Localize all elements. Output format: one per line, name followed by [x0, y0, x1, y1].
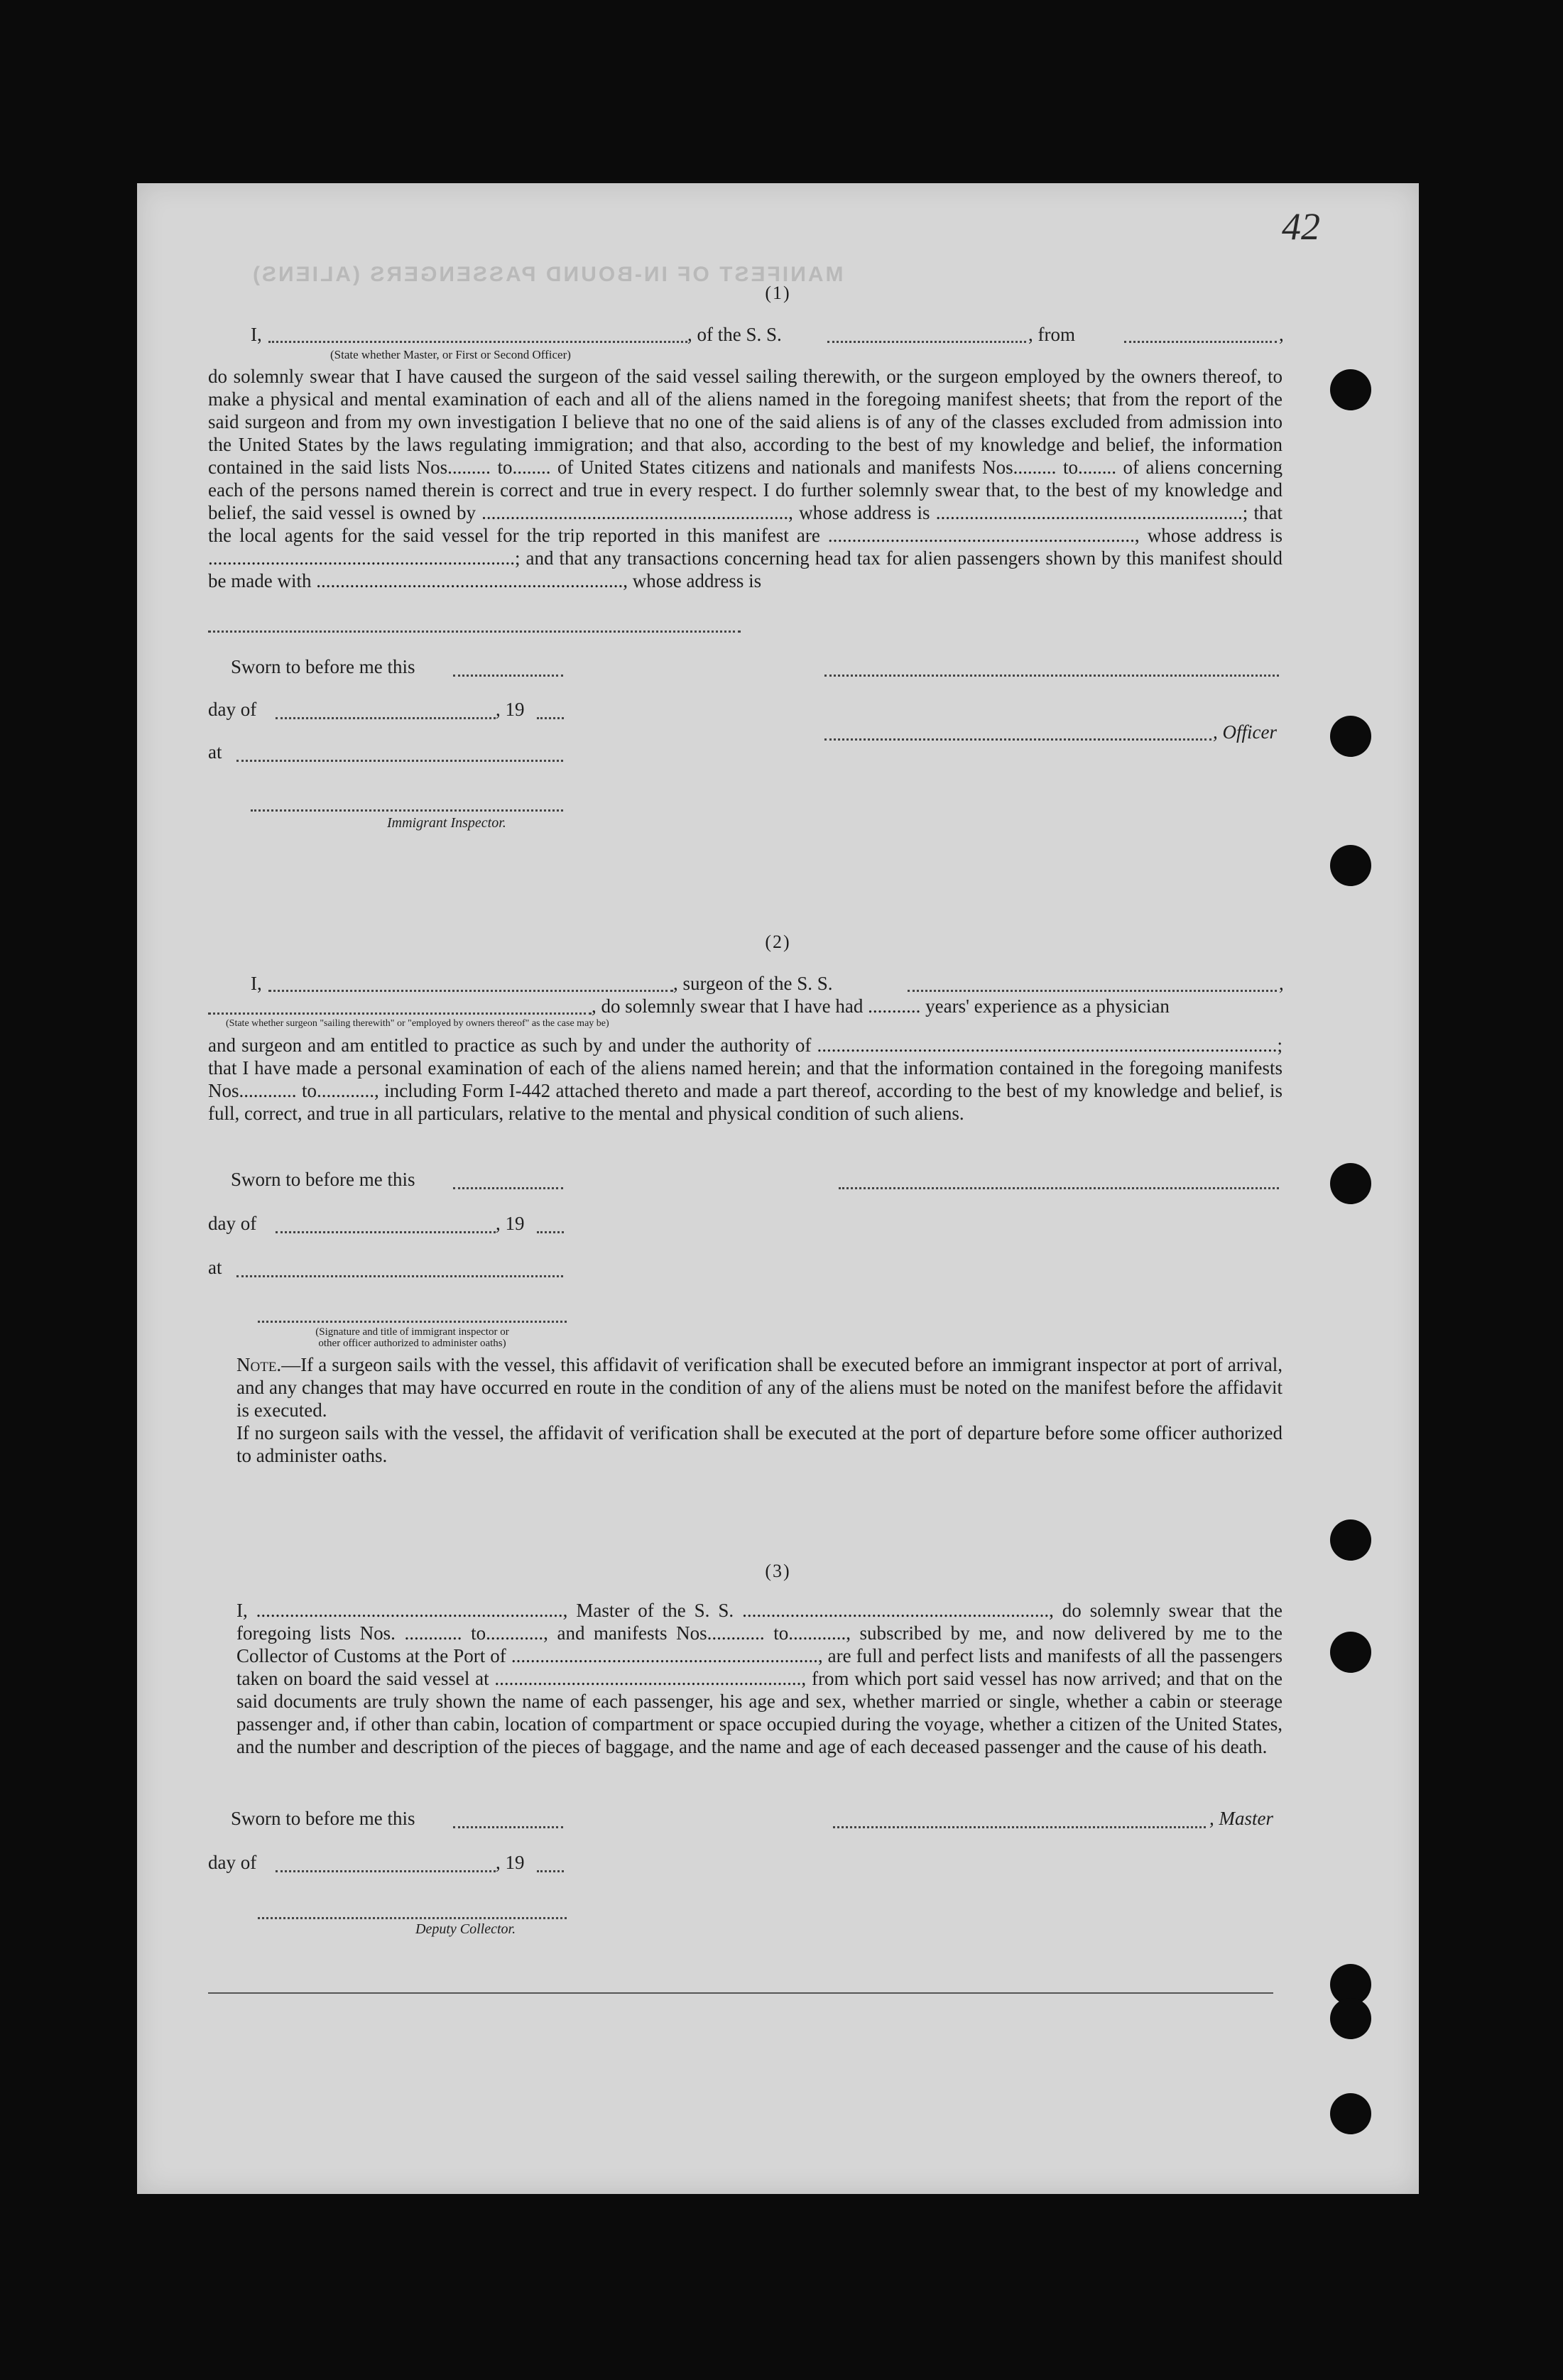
s1-inspector-line[interactable] — [251, 808, 563, 812]
s1-blank-name[interactable] — [268, 339, 687, 343]
punch-hole-8 — [1330, 1998, 1371, 2039]
section-3-number: (3) — [765, 1561, 791, 1581]
s2-note — [208, 1353, 1282, 1467]
s1-blank-at[interactable] — [236, 758, 563, 762]
s2-blank-year[interactable] — [537, 1230, 564, 1233]
s1-year-label: , 19 — [496, 699, 525, 720]
s1-at-label: at — [208, 741, 222, 763]
s1-intro-of: , of the S. S. — [687, 324, 782, 345]
s1-signature-line[interactable] — [824, 673, 1279, 677]
s1-officer-line[interactable] — [824, 737, 1211, 741]
section-1-number: (1) — [765, 283, 791, 303]
s1-intro-comma: , — [1279, 324, 1284, 345]
s2-blank-vessel[interactable] — [908, 988, 1277, 992]
s2-swear: , do solemnly swear that I have had ........... years' experience as a physician — [592, 995, 1170, 1017]
punch-hole-9 — [1330, 2093, 1371, 2134]
punch-hole-5 — [1330, 1519, 1371, 1561]
s2-sig-line[interactable] — [258, 1319, 567, 1323]
s2-blank-sworn[interactable] — [453, 1186, 563, 1189]
s1-blank-year[interactable] — [537, 716, 564, 719]
punch-hole-6 — [1330, 1632, 1371, 1673]
s3-master-line[interactable] — [833, 1825, 1206, 1828]
s2-blank-day[interactable] — [276, 1230, 496, 1233]
s3-collector-line[interactable] — [258, 1916, 567, 1919]
section-2-number: (2) — [765, 932, 791, 952]
punch-hole-2 — [1330, 716, 1371, 757]
s2-year-label: , 19 — [496, 1213, 525, 1234]
s3-collector-label: Deputy Collector. — [415, 1921, 516, 1937]
s2-intro-comma: , — [1279, 973, 1284, 994]
s2-sworn-label: Sworn to before me this — [231, 1169, 415, 1190]
s3-blank-year[interactable] — [537, 1869, 564, 1872]
s2-sig-caption: (Signature and title of immigrant inspector or other officer authorized to administer oaths) — [315, 1326, 509, 1349]
punch-hole-4 — [1330, 1163, 1371, 1204]
bottom-rule — [208, 1992, 1273, 1994]
s1-blank-day[interactable] — [276, 716, 496, 719]
s1-intro-from: , from — [1028, 324, 1075, 345]
s2-day-label: day of — [208, 1213, 257, 1234]
s2-intro-surgeon: , surgeon of the S. S. — [673, 973, 833, 994]
s3-year-label: , 19 — [496, 1852, 525, 1873]
punch-hole-3 — [1330, 845, 1371, 886]
s2-blank-name[interactable] — [268, 988, 673, 992]
s1-blank-head-tax-address[interactable] — [208, 629, 741, 633]
s2-caption: (State whether surgeon "sailing therewith" or "employed by owners thereof" as the case may be) — [226, 1018, 609, 1029]
s3-blank-day[interactable] — [276, 1869, 496, 1872]
s1-caption: (State whether Master, or First or Second Officer) — [330, 348, 571, 361]
manifest-page — [137, 183, 1419, 2194]
s3-blank-sworn[interactable] — [453, 1825, 563, 1828]
punch-hole-1 — [1330, 369, 1371, 410]
note-text-1: —If a surgeon sails with the vessel, this affidavit of verification shall be executed before an immigrant inspector at port of arrival, and any changes that may have occurred en route in the condition of any of the aliens must be noted on the manifest before the affidavit is executed. — [236, 1354, 1282, 1421]
ghost-header: MANIFEST OF IN-BOUND PASSENGERS (ALIENS) — [251, 263, 844, 286]
s1-inspector-label: Immigrant Inspector. — [387, 815, 506, 831]
s2-at-label: at — [208, 1257, 222, 1278]
s2-intro-i: I, — [251, 973, 262, 994]
page-number: 42 — [1282, 205, 1320, 248]
s1-officer-label: , Officer — [1213, 721, 1277, 743]
s2-blank-at[interactable] — [236, 1274, 563, 1277]
s1-blank-sworn[interactable] — [453, 673, 563, 677]
note-text-2: If no surgeon sails with the vessel, the affidavit of verification shall be executed at the port of departure before some officer authorized to administer oaths. — [236, 1422, 1282, 1466]
s1-blank-from[interactable] — [1124, 339, 1277, 343]
s2-body: and surgeon and am entitled to practice as such by and under the authority of ................................................................................................; that I have made a personal examination of each of the aliens named herein; and that the information contained in the foregoing manifests Nos............ to............, including Form I-442 attached thereto and made a part thereof, according to the best of my knowledge and belief, is full, correct, and true in all particulars, relative to the mental and physical condition of such aliens. — [208, 1035, 1282, 1124]
s1-blank-vessel[interactable] — [827, 339, 1026, 343]
s1-day-label: day of — [208, 699, 257, 720]
s1-sworn-label: Sworn to before me this — [231, 656, 415, 677]
s3-body: I, ................................................................, Master of the S. S. ................................................................, do solemnly swear that the foregoing lists Nos. ............ to............, and manifests Nos............ to............, subscribed by me, and now delivered by me to the Collector of Customs at the Port of ................................................................, are full and perfect lists and manifests of all the passengers taken on board the said vessel at ................................................................, from which port said vessel has now arrived; and that on the said documents are truly shown the name of each passenger, his age and sex, whether married or single, whether a cabin or steerage passenger and, if other than cabin, location of compartment or space occupied during the voyage, whether a citizen of the United States, and the number and description of the pieces of baggage, and the name and age of each deceased passenger and the cause of his death. — [236, 1600, 1282, 1757]
s1-intro-i: I, — [251, 324, 262, 345]
note-label: Note. — [236, 1354, 282, 1375]
s3-day-label: day of — [208, 1852, 257, 1873]
s3-sworn-label: Sworn to before me this — [231, 1808, 415, 1829]
s3-master-label: , Master — [1209, 1808, 1273, 1829]
s1-body: do solemnly swear that I have caused the surgeon of the said vessel sailing therewith, or the surgeon employed by the owners thereof, to make a physical and mental examination of each and all of the aliens named in the foregoing manifest sheets; that from the report of the said surgeon and from my own investigation I believe that no one of the said aliens is of any of the classes excluded from admission into the United States by the laws regulating immigration; and that also, according to the best of my knowledge and belief, the information contained in the said lists Nos......... to........ of United States citizens and nationals and manifests Nos......... to........ of aliens concerning each of the persons named therein is correct and true in every respect. I do further solemnly swear that, to the best of my knowledge and belief, the said vessel is owned by ................................................................, whose address is ................................................................; that the local agents for the said vessel for the trip reported in this manifest are ................................................................, whose address is ................................................................; and that any transactions concerning head tax for alien passengers shown by this manifest should be made with ................................................................, whose address is — [208, 366, 1282, 591]
s2-signature-line[interactable] — [839, 1186, 1279, 1189]
s2-blank-sailing[interactable] — [208, 1011, 592, 1015]
